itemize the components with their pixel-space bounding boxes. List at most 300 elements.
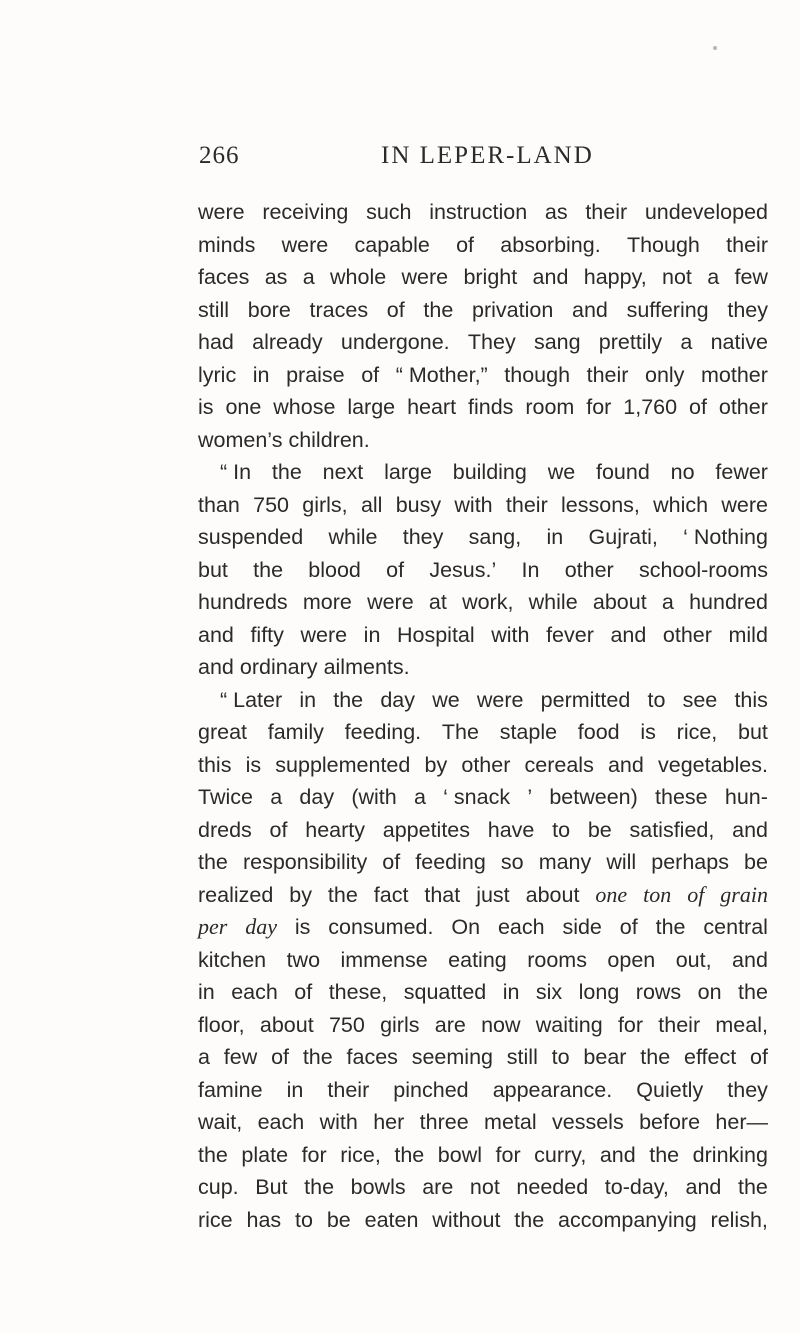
word: sang: [533, 330, 581, 354]
word: now: [481, 1012, 521, 1037]
word: grain: [720, 881, 768, 907]
text-line: [198, 651, 768, 684]
word: faces: [346, 1045, 398, 1069]
word: the: [649, 1142, 680, 1167]
text-line: [198, 781, 768, 814]
word: whose: [273, 395, 336, 419]
word: needed: [516, 1175, 589, 1199]
word: famine: [198, 1077, 263, 1102]
word: undeveloped: [644, 200, 768, 224]
word: were: [281, 232, 329, 257]
text-line: [198, 294, 768, 327]
word: is: [294, 915, 311, 939]
text-line: [198, 359, 768, 392]
word: great: [198, 720, 248, 744]
word: the: [271, 460, 302, 484]
word: already: [252, 330, 323, 354]
word: vegetables.: [657, 752, 768, 777]
word: a: [302, 265, 315, 289]
word: of: [361, 362, 380, 387]
word: a: [680, 330, 693, 354]
running-title: IN LEPER-LAND: [381, 142, 594, 169]
word: they: [727, 297, 768, 322]
word: and: [732, 947, 768, 972]
word: the: [302, 1045, 333, 1069]
word: which: [653, 492, 709, 517]
word: not: [662, 265, 692, 289]
word: to: [551, 1045, 570, 1069]
text-line: [198, 554, 768, 587]
word: and: [685, 1175, 722, 1199]
word: suspended: [198, 525, 304, 549]
word: open: [607, 947, 656, 972]
word: bore: [247, 297, 291, 322]
text-line: [198, 879, 768, 912]
word: her—: [715, 1110, 768, 1134]
word: of: [386, 297, 405, 322]
word: were: [198, 200, 245, 224]
word: praise: [286, 362, 345, 387]
word: the: [655, 915, 686, 939]
text-line: [198, 619, 768, 652]
word: just: [476, 882, 510, 907]
paper-speck: [713, 46, 717, 50]
text-line: [198, 391, 768, 424]
word: wait,: [198, 1110, 243, 1134]
word: permitted: [540, 687, 631, 712]
word: absorbing.: [500, 232, 601, 257]
word: be: [744, 850, 768, 874]
word: of: [271, 1045, 289, 1069]
word: native: [710, 330, 768, 354]
word: next: [322, 460, 364, 484]
word: cup.: [198, 1175, 239, 1199]
word: six: [535, 980, 563, 1004]
word: of: [750, 1045, 768, 1069]
word: bear: [583, 1045, 627, 1069]
word: fewer: [715, 460, 768, 484]
text-line: [198, 976, 768, 1009]
word: (with: [351, 785, 397, 809]
word: busy: [395, 492, 442, 517]
word: hundred: [689, 590, 768, 614]
word: dreds: [198, 817, 252, 842]
word: is: [640, 720, 656, 744]
word: were: [401, 265, 449, 289]
word: about: [592, 590, 647, 614]
word: of: [619, 915, 638, 939]
word: while: [528, 590, 578, 614]
word: family: [267, 720, 324, 744]
word: all: [360, 492, 383, 517]
word: at: [428, 590, 447, 614]
word: for: [301, 1142, 327, 1167]
word: traces: [309, 297, 369, 322]
word: without: [432, 1207, 501, 1232]
word: to: [552, 817, 571, 842]
word: a: [413, 785, 426, 809]
word: consumed.: [328, 915, 434, 939]
word: of: [269, 817, 288, 842]
text-line: [198, 1139, 768, 1172]
word: The: [441, 720, 479, 744]
text-line: [198, 716, 768, 749]
text-line: [198, 196, 768, 229]
text-line: [198, 944, 768, 977]
word: this: [198, 752, 232, 777]
word: a: [270, 785, 283, 809]
word: and: [198, 655, 234, 679]
word: hundreds: [198, 590, 288, 614]
word: on: [697, 980, 722, 1004]
word: relish,: [710, 1207, 768, 1232]
word: such: [366, 200, 412, 224]
word: faces: [198, 265, 250, 289]
word: capable: [354, 232, 430, 257]
word: work,: [462, 590, 514, 614]
word: lessons,: [561, 492, 640, 517]
text-line: [198, 1074, 768, 1107]
word: are: [434, 1012, 466, 1037]
word: they: [727, 1077, 768, 1102]
word: staple: [499, 720, 558, 744]
word: long: [578, 980, 620, 1004]
word: sang,: [468, 525, 522, 549]
word: about: [259, 1012, 314, 1037]
word: “ In: [220, 460, 252, 484]
word: the: [327, 882, 358, 907]
word: supplemented: [275, 752, 411, 777]
word: instruction: [429, 200, 528, 224]
word: cereals: [524, 752, 594, 777]
word: undergone.: [340, 330, 450, 354]
word: in: [252, 362, 270, 387]
word: three: [419, 1110, 469, 1134]
text-line: [198, 1106, 768, 1139]
word: is: [245, 752, 262, 777]
word: fever: [546, 622, 594, 647]
word: to-day,: [604, 1175, 669, 1199]
word: the: [333, 687, 364, 712]
word: a: [661, 590, 674, 614]
word: in: [546, 525, 564, 549]
word: in: [286, 1077, 304, 1102]
word: these,: [328, 980, 388, 1004]
text-line: [198, 261, 768, 294]
word: their: [726, 232, 768, 257]
text-line: [198, 424, 768, 457]
word: a: [198, 1045, 210, 1069]
word: mother: [701, 362, 768, 387]
word: and: [599, 1142, 636, 1167]
word: were: [367, 590, 414, 614]
text-line: [198, 1041, 768, 1074]
word: satisfied,: [629, 817, 715, 842]
word: each: [497, 915, 545, 939]
word: rice,: [340, 1142, 381, 1167]
text-line: [198, 1204, 768, 1237]
word: Quietly: [636, 1077, 704, 1102]
text-line: [198, 586, 768, 619]
text-line: [198, 684, 768, 717]
word: and: [732, 817, 768, 842]
word: Hospital: [396, 622, 475, 647]
word: were: [721, 492, 768, 517]
word: metal: [484, 1110, 537, 1134]
word: waiting: [535, 1012, 603, 1037]
word: happy,: [583, 265, 647, 289]
word: seeming: [411, 1045, 493, 1069]
text-line: [198, 521, 768, 554]
word: the: [738, 980, 768, 1004]
word: by: [289, 882, 312, 907]
word: their: [505, 492, 548, 517]
word: side: [562, 915, 602, 939]
word: curry,: [534, 1142, 587, 1167]
word: many: [538, 850, 592, 874]
word: school-rooms: [638, 557, 768, 582]
word: rice,: [676, 720, 718, 744]
word: but: [738, 720, 768, 744]
word: only: [644, 362, 685, 387]
word: one: [225, 395, 262, 419]
word: realized: [198, 882, 274, 907]
word: few: [223, 1045, 258, 1069]
word: not: [469, 1175, 500, 1199]
word: appetites: [382, 817, 471, 842]
text-line: [198, 846, 768, 879]
word: eating: [448, 947, 507, 972]
word: their: [658, 1012, 701, 1037]
word: of: [687, 881, 705, 907]
word: before: [639, 1110, 701, 1134]
word: with: [319, 1110, 358, 1134]
word: suffering: [626, 297, 709, 322]
word: by: [424, 752, 448, 777]
word: each: [257, 1110, 305, 1134]
text-line: [198, 1171, 768, 1204]
word: with: [491, 622, 530, 647]
word: ton: [643, 881, 672, 907]
word: were: [476, 687, 524, 712]
word: immense: [340, 947, 428, 972]
word: On: [451, 915, 481, 939]
word: the: [198, 1142, 228, 1167]
word: building: [452, 460, 527, 484]
word: effect: [683, 1045, 737, 1069]
word: floor,: [198, 1012, 245, 1037]
word: per: [198, 914, 228, 939]
word: minds: [198, 232, 256, 257]
word: we: [432, 687, 460, 712]
word: other: [718, 395, 768, 419]
word: “ Mother,”: [395, 362, 488, 387]
word: rows: [635, 980, 682, 1004]
word: few: [734, 265, 768, 289]
word: But: [255, 1175, 288, 1199]
word: ‘ Nothing: [683, 525, 768, 549]
word: 750: [253, 492, 289, 517]
word: feeding.: [344, 720, 422, 744]
word: of: [382, 850, 401, 874]
text-line: [198, 749, 768, 782]
word: women’s: [198, 427, 283, 452]
word: the: [423, 297, 454, 322]
word: pinched: [393, 1077, 469, 1102]
word: out,: [675, 947, 712, 972]
word: and: [610, 622, 647, 647]
word: rice: [198, 1207, 233, 1232]
word: ‘ snack: [443, 785, 511, 809]
text-line: [198, 814, 768, 847]
word: girls: [380, 1012, 420, 1037]
word: so: [500, 850, 524, 874]
word: of: [689, 395, 707, 419]
word: perhaps: [651, 850, 729, 874]
word: fifty: [250, 622, 284, 647]
word: in: [502, 980, 520, 1004]
word: found: [596, 460, 650, 484]
word: were: [300, 622, 348, 647]
word: as: [544, 200, 568, 224]
word: ordinary: [239, 655, 318, 679]
word: vessels: [552, 1110, 624, 1134]
word: though: [504, 362, 571, 387]
word: girls,: [302, 492, 348, 517]
word: still: [506, 1045, 538, 1069]
word: they: [402, 525, 444, 549]
word: still: [198, 297, 230, 322]
word: receiving: [262, 200, 349, 224]
word: no: [670, 460, 695, 484]
word: and: [607, 752, 644, 777]
word: whole: [330, 265, 387, 289]
word: fact: [373, 882, 409, 907]
word: squatted: [403, 980, 487, 1004]
word: one: [595, 881, 628, 907]
word: food: [577, 720, 620, 744]
word: Jesus.’: [429, 557, 497, 582]
word: in: [299, 687, 317, 712]
word: mild: [728, 622, 768, 647]
word: and: [571, 297, 608, 322]
word: feeding: [415, 850, 486, 874]
word: children.: [288, 427, 370, 452]
word: her: [373, 1110, 405, 1134]
word: in: [363, 622, 381, 647]
word: we: [547, 460, 576, 484]
word: of: [294, 980, 313, 1004]
word: had: [198, 330, 234, 354]
word: than: [198, 492, 240, 517]
word: responsibility: [242, 850, 368, 874]
word: be: [587, 817, 612, 842]
word: the: [514, 1207, 545, 1232]
word: the: [738, 1175, 768, 1199]
text-line: [198, 911, 768, 944]
word: ailments.: [323, 655, 410, 679]
word: a: [707, 265, 720, 289]
word: Gujrati,: [588, 525, 658, 549]
word: rooms: [527, 947, 587, 972]
word: the: [253, 557, 284, 582]
word: that: [424, 882, 461, 907]
word: bowls: [350, 1175, 406, 1199]
word: as: [264, 265, 288, 289]
word: be: [326, 1207, 351, 1232]
word: to: [295, 1207, 313, 1232]
word: for: [586, 395, 612, 419]
word: the: [394, 1142, 425, 1167]
word: between): [549, 785, 638, 809]
word: central: [703, 915, 768, 939]
word: of: [456, 232, 475, 257]
word: their: [586, 362, 629, 387]
word: has: [246, 1207, 282, 1232]
word: for: [617, 1012, 644, 1037]
word: are: [422, 1175, 454, 1199]
text-line: [198, 1009, 768, 1042]
word: and: [532, 265, 569, 289]
word: this: [734, 687, 768, 712]
word: bright: [463, 265, 518, 289]
word: heart: [407, 395, 457, 419]
word: eaten: [364, 1207, 419, 1232]
word: other: [461, 752, 511, 777]
word: other: [662, 622, 712, 647]
word: other: [564, 557, 614, 582]
word: In: [521, 557, 540, 582]
word: about: [525, 882, 580, 907]
body-text: [198, 196, 768, 1236]
word: for: [495, 1142, 521, 1167]
word: day: [245, 914, 277, 939]
word: while: [328, 525, 378, 549]
word: drinking: [692, 1142, 768, 1167]
word: meal,: [715, 1012, 768, 1037]
word: hearty: [305, 817, 365, 842]
word: 1,760: [623, 395, 678, 419]
word: lyric: [198, 362, 237, 387]
running-head: [199, 142, 599, 182]
word: ’: [527, 785, 533, 809]
word: the: [304, 1175, 335, 1199]
word: is: [198, 395, 214, 419]
word: large: [347, 395, 396, 419]
word: 750: [328, 1012, 365, 1037]
word: bowl: [437, 1142, 482, 1167]
word: appearance.: [492, 1077, 613, 1102]
text-line: [198, 326, 768, 359]
word: the: [640, 1045, 671, 1069]
word: in: [198, 980, 215, 1004]
word: their: [327, 1077, 370, 1102]
word: will: [606, 850, 637, 874]
word: with: [454, 492, 493, 517]
word: plate: [241, 1142, 289, 1167]
word: these: [655, 785, 708, 809]
word: kitchen: [198, 947, 267, 972]
word: prettily: [598, 330, 663, 354]
word: have: [487, 817, 535, 842]
word: more: [302, 590, 352, 614]
word: the: [198, 850, 228, 874]
word: hun-: [724, 785, 768, 809]
text-line: [198, 456, 768, 489]
text-line: [198, 489, 768, 522]
word: privation: [472, 297, 554, 322]
word: of: [386, 557, 405, 582]
